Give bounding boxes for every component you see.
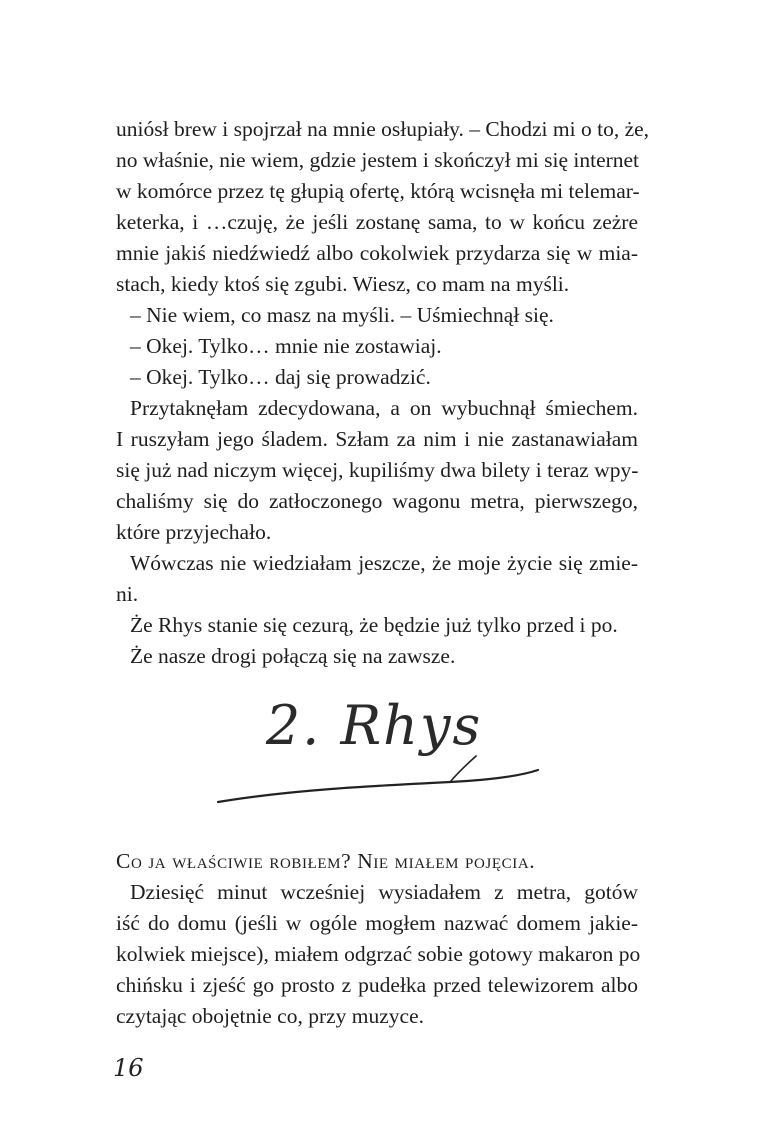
text-line: kolwiek miejsce), miałem odgrzać sobie gotowy makaron po xyxy=(116,942,641,966)
page-number: 16 xyxy=(113,1054,144,1082)
chapter-heading xyxy=(200,690,540,830)
text-line: keterka, i …czuję, że jeśli zostanę sama, to w końcu zeżre xyxy=(116,210,638,234)
text-line: chaliśmy się do zatłoczonego wagonu metra, pierwszego, xyxy=(116,489,638,513)
text-line: w komórce przez tę głupią ofertę, którą wcisnęła mi telemar- xyxy=(116,179,640,203)
text-line: mnie jakiś niedźwiedź albo cokolwiek przydarza się w mia- xyxy=(116,241,638,265)
dialogue-line: – Okej. Tylko… mnie nie zostawiaj. xyxy=(130,334,442,358)
text-line: się już nad niczym więcej, kupiliśmy dwa bilety i teraz wpy- xyxy=(116,458,639,482)
text-line: Że Rhys stanie się cezurą, że będzie już tylko przed i po. xyxy=(130,613,618,637)
dialogue-line: – Okej. Tylko… daj się prowadzić. xyxy=(130,365,431,389)
chapter-opening-line: Co ja właściwie robiłem? Nie miałem pojęcia. xyxy=(116,849,536,873)
text-line: Przytaknęłam zdecydowana, a on wybuchnął śmiechem. xyxy=(130,396,638,420)
text-line: które przyjechało. xyxy=(116,520,272,544)
text-line: ni. xyxy=(116,582,139,606)
chapter-title: 2. Rhys xyxy=(265,694,483,757)
text-line: czytając obojętnie co, przy muzyce. xyxy=(116,1004,425,1028)
text-line: no właśnie, nie wiem, gdzie jestem i skończył mi się internet xyxy=(116,148,640,172)
text-section-2 xyxy=(116,846,641,1032)
text-line: Wówczas nie wiedziałam jeszcze, że moje życie się zmie- xyxy=(130,551,638,575)
text-line: chińsku i zjeść go prosto z pudełka przed telewizorem albo xyxy=(116,973,638,997)
text-line: uniósł brew i spojrzał na mnie osłupiały. – Chodzi mi o to, że, xyxy=(116,117,650,141)
text-line: iść do domu (jeśli w ogóle mogłem nazwać domem jakie- xyxy=(116,911,638,935)
text-line: I ruszyłam jego śladem. Szłam za nim i nie zastanawiałam xyxy=(116,427,638,451)
text-line: Że nasze drogi połączą się na zawsze. xyxy=(130,644,456,668)
dialogue-line: – Nie wiem, co masz na myśli. – Uśmiechnął się. xyxy=(130,303,554,327)
text-section-1 xyxy=(116,114,650,672)
text-line: Dziesięć minut wcześniej wysiadałem z metra, gotów xyxy=(130,880,638,904)
text-line: stach, kiedy ktoś się zgubi. Wiesz, co mam na myśli. xyxy=(116,272,570,296)
